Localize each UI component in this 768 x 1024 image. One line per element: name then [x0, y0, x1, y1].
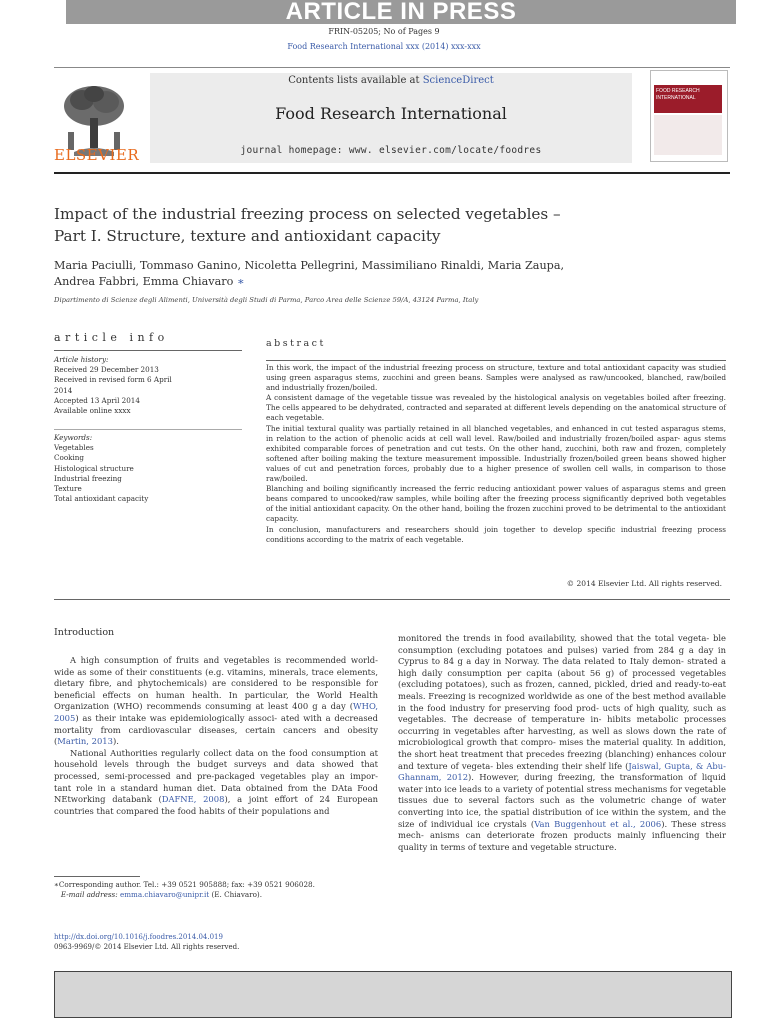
history-item: 2014: [54, 385, 73, 395]
history-label: Article history:: [54, 355, 109, 364]
history-item: Received in revised form 6 April: [54, 375, 172, 385]
abstract-paragraph: The initial textural quality was partially retained in all blanched vegetables, and enhanced in cut tested asparagus stems, in relation to the action of phenolic acids at cell wall level. Raw/boiled and industrially frozen/boiled aspar- agus stems exhibited comparable forces of penetration and cut tests. On the other hand, zucchini, both raw and frozen, completely softened after boiling making the texture measurement impossible. Industrially frozen/boiled green beans showed higher values of cut and penetration forces, probably due to a higher presence of swollen cell walls, in comparison to those raw/boiled.: [266, 423, 726, 484]
body-text: National Authorities regularly collect data on the food consumption at household levels through the budget surveys and data showed that processed, semi-processed and pre-packaged vegetables play an impor- tant role in a standard human diet. Data obtained from the DAta Food NEtworking databank (: [54, 747, 378, 805]
reference-link[interactable]: WHO, 2005: [54, 701, 378, 723]
body-column-left: [54, 655, 378, 817]
article-info-rule: [54, 350, 242, 351]
abstract-bottom-rule: [54, 599, 730, 600]
reference-link[interactable]: Martin, 2013: [57, 736, 113, 747]
article-title: [54, 203, 714, 247]
cover-lower-panel: [654, 115, 722, 155]
contents-line: [150, 75, 632, 86]
email-label: E-mail address:: [60, 890, 118, 899]
abstract-heading: abstract: [266, 338, 326, 349]
body-text: ).: [112, 736, 119, 747]
footnote-rule: [54, 876, 140, 877]
footnote-mark: ∗: [54, 880, 59, 889]
contents-prefix: Contents lists available at: [288, 75, 423, 86]
article-title-line-2: Part I. Structure, texture and antioxidant capacity: [54, 227, 441, 245]
top-rule: [54, 67, 730, 68]
body-text: ) as their intake was epidemiologically associ- ated with a decreased mortality from cardiovascular diseases, certain cancers and obesity (: [54, 712, 378, 747]
corresponding-author-mark[interactable]: ∗: [236, 275, 245, 288]
email-link[interactable]: emma.chiavaro@unipr.it: [119, 890, 210, 899]
citation-line[interactable]: Food Research International xxx (2014) xxx-xxx: [287, 42, 481, 51]
authors-line-2-text: Andrea Fabbri, Emma Chiavaro: [54, 275, 234, 288]
journal-cover-image: [650, 70, 728, 162]
body-text: ). However, during freezing, the transformation of liquid water into ice leads to a variety of potential stress mechanisms for vegetable tissues due to several factors such as the volumetric change of water converting into ice, the spatial distribution of ice within the system, and the size of individual ice crystals (: [398, 772, 726, 829]
article-title-line-1: Impact of the industrial freezing process on selected vegetables –: [54, 205, 561, 223]
authors-line-2: [54, 274, 714, 290]
abstract-paragraph: Blanching and boiling significantly increased the ferric reducing antioxidant power values of asparagus stems and green beans compared to uncooked/raw samples, while boiling after the freezing process significantly deprived both vegetables of the initial antioxidant capacity. On the other hand, boiling the frozen zucchini proved to be detrimental to the antioxidant capacity.: [266, 484, 726, 524]
history-item: Received 29 December 2013: [54, 365, 159, 375]
keyword-item: Total antioxidant capacity: [54, 494, 149, 504]
journal-homepage[interactable]: journal homepage: www. elsevier.com/locate/foodres: [240, 145, 542, 156]
body-column-right: [398, 633, 726, 853]
sciencedirect-link[interactable]: ScienceDirect: [422, 75, 494, 86]
publisher-logo-text: ELSEVIER: [54, 146, 140, 164]
article-code: FRIN-05205; No of Pages 9: [328, 27, 440, 36]
keyword-item: Vegetables: [54, 443, 94, 453]
body-paragraph: [54, 655, 378, 748]
keywords-rule: [54, 429, 242, 430]
abstract-body: [266, 363, 726, 545]
affiliation: Dipartimento di Scienze degli Alimenti, Università degli Studi di Parma, Parco Area delle Scienze 59/A, 43124 Parma, Italy: [54, 296, 479, 304]
body-text: monitored the trends in food availability, showed that the total vegeta- ble consumption (excluding potatoes and pulses) varied from 284 g a day in Cyprus to 84 g a day in Norway. The data related to Italy demon- strated a high daily consumption per capita (about 56 g) of processed vegetables (excluding potatoes), such as frozen, canned, pickled, dried and ready-to-eat meals. Freezing is recognized worldwide as one of the best method available in the food industry for preserving food prod- ucts of high quality, such as vegetables. The decrease of temperature in- hibits metabolic processes occurring in vegetables after harvesting, as well as slows down the rate of microbiological growth that compro- mises the material quality. In addition, the short heat treatment that precedes freezing (blanching) enhances colour and texture of vegeta- bles extending their shelf life (: [398, 633, 726, 771]
header-rule: [54, 172, 730, 174]
abstract-paragraph: A consistent damage of the vegetable tissue was revealed by the histological analysis on vegetables boiled after freezing. The cells appeared to be dehydrated, contracted and separated at different levels depending on the anatomical structure of each vegetable.: [266, 393, 726, 423]
body-paragraph: [54, 748, 378, 818]
issn-line: 0963-9969/© 2014 Elsevier Ltd. All rights reserved.: [54, 943, 240, 951]
introduction-heading: Introduction: [54, 627, 115, 638]
body-text: ), a joint effort of 24 European countries that compared the food habits of their populations and: [54, 794, 378, 816]
article-history: [54, 355, 244, 416]
article-in-press-banner: ARTICLE IN PRESS: [66, 0, 736, 24]
history-item: Accepted 13 April 2014: [54, 395, 140, 405]
footnote-corresponding-text: Corresponding author. Tel.: +39 0521 905888; fax: +39 0521 906028.: [58, 880, 315, 889]
reference-link[interactable]: Jaiswal, Gupta, & Abu-Ghannam, 2012: [398, 760, 726, 783]
body-text: ). These stress mech- anisms can deteriorate frozen products mainly influencing their quality in terms of texture and vegetable structure.: [398, 818, 726, 852]
reference-link[interactable]: DAFNE, 2008: [161, 794, 225, 805]
doi-link[interactable]: http://dx.doi.org/10.1016/j.foodres.2014.04.019: [54, 933, 223, 941]
article-info-heading: article info: [54, 331, 169, 344]
keyword-item: Texture: [54, 484, 82, 494]
body-text: A high consumption of fruits and vegetables is recommended world- wide as some of their constituents (e.g. vitamins, minerals, trace elements, dietary fibre, and phytochemicals) are considered to be responsible for beneficial effects on human health. In particular, the World Health Organization (WHO) recommends consuming at least 400 g a day (: [54, 655, 378, 712]
footnote: [54, 880, 384, 900]
journal-title: Food Research International: [275, 104, 507, 123]
cover-title: FOOD RESEARCH INTERNATIONAL: [656, 88, 700, 101]
history-item: Available online xxxx: [54, 406, 131, 416]
footnote-email-line: [54, 890, 384, 900]
keyword-item: Cooking: [54, 453, 85, 463]
email-suffix: (E. Chiavaro).: [209, 890, 263, 899]
author-list: [54, 258, 714, 290]
footnote-corresponding: [54, 880, 384, 890]
abstract-paragraph: In this work, the impact of the industrial freezing process on structure, texture and total antioxidant capacity was studied using green asparagus stems, zucchini and green beans. Samples were analysed as raw/uncooked, blanched, raw/boiled and industrially frozen/boiled.: [266, 363, 726, 393]
footer-box: [54, 971, 732, 1018]
keyword-item: Histological structure: [54, 463, 134, 473]
keywords: [54, 433, 244, 504]
authors-line-1: Maria Paciulli, Tommaso Ganino, Nicoletta Pellegrini, Massimiliano Rinaldi, Maria Zaupa,: [54, 259, 565, 272]
body-paragraph: [398, 633, 726, 853]
abstract-paragraph: In conclusion, manufacturers and researchers should join together to develop specific industrial freezing process conditions according to the matrix of each vegetable.: [266, 524, 726, 544]
keywords-label: Keywords:: [54, 433, 93, 442]
keyword-item: Industrial freezing: [54, 473, 122, 483]
reference-link[interactable]: Van Buggenhout et al., 2006: [534, 818, 662, 829]
abstract-rule: [266, 360, 726, 361]
abstract-copyright: © 2014 Elsevier Ltd. All rights reserved.: [566, 579, 722, 588]
